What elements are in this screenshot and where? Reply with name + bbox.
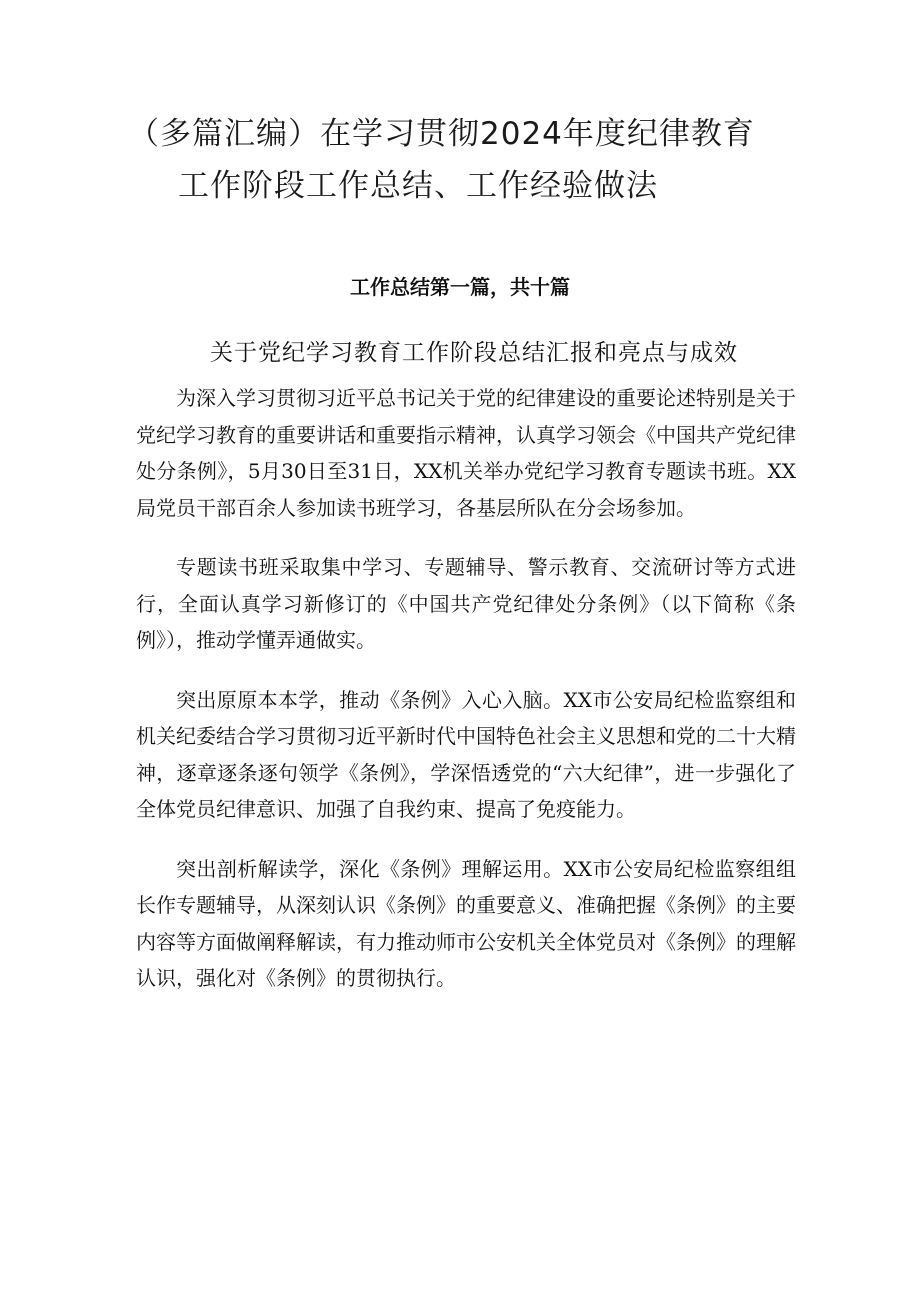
paragraph-2: 专题读书班采取集中学习、专题辅导、警示教育、交流研讨等方式进行，全面认真学习新修订的《中国共产党纪律处分条例》（以下简称《条例》），推动学懂弄通做实。 <box>136 555 796 652</box>
section-heading: 工作总结第一篇，共十篇 <box>350 275 570 299</box>
paragraph-3: 突出原原本本学，推动《条例》入心入脑。XX市公安局纪检监察组和机关纪委结合学习贯彻习近平新时代中国特色社会主义思想和党的二十大精神，逐章逐条逐句领学《条例》，学深悟透党的“六大纪律”，进一步强化了全体党员纪律意识、加强了自我约束、提高了免疫能力。 <box>136 687 796 821</box>
paragraph-1: 为深入学习贯彻习近平总书记关于党的纪律建设的重要论述特别是关于党纪学习教育的重要讲话和重要指示精神，认真学习领会《中国共产党纪律处分条例》，5月30日至31日，XX机关举办党纪学习教育专题读书班。XX局党员干部百余人参加读书班学习，各基层所队在分会场参加。 <box>136 386 796 520</box>
paragraph-4: 突出剖析解读学，深化《条例》理解运用。XX市公安局纪检监察组组长作专题辅导，从深刻认识《条例》的重要意义、准确把握《条例》的主要内容等方面做阐释解读，有力推动师市公安机关全体党员对《条例》的理解认识，强化对《条例》的贯彻执行。 <box>136 856 796 990</box>
body-text <box>136 380 796 1020</box>
sub-heading: 关于党纪学习教育工作阶段总结汇报和亮点与成效 <box>210 340 738 366</box>
title-line-1: （多篇汇编）在学习贯彻2024年度纪律教育 <box>128 116 755 152</box>
document-title <box>128 108 808 212</box>
title-line-2: 工作阶段工作总结、工作经验做法 <box>178 168 658 204</box>
